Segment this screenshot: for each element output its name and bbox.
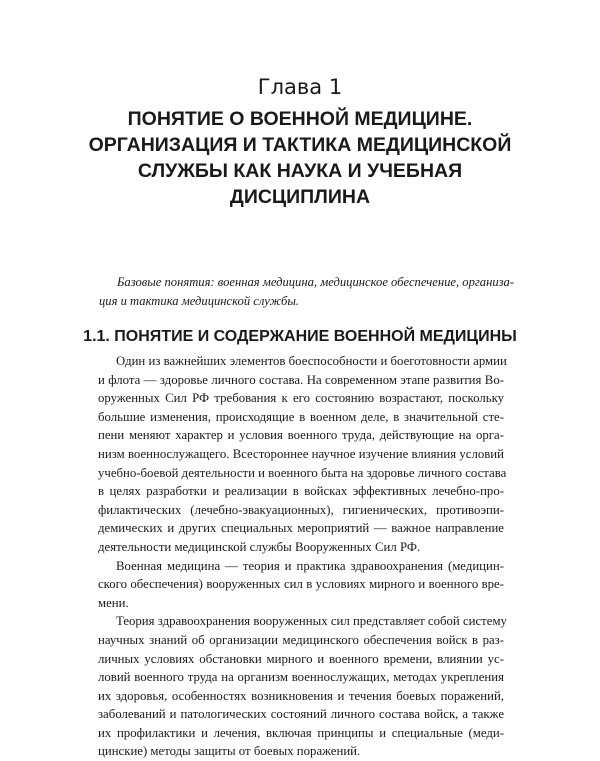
paragraph-line: их профилактики и лечения, включая принципы и специальные (меди- xyxy=(98,725,504,740)
paragraph-line: ского обеспечения) вооруженных сил в условиях мирного и военного вре- xyxy=(98,577,504,592)
paragraph-line: низм военнослужащего. Всестороннее научное изучение влияния условий xyxy=(98,446,504,461)
paragraph-line: филактических (лечебно-эвакуационных), гигиенических, противоэпи- xyxy=(98,502,504,517)
basic-concepts-label: Базовые понятия xyxy=(117,275,211,289)
paragraph-line: учебно-боевой деятельности и военного быта на здоровье личного состава xyxy=(98,465,507,480)
paragraph-line: пени меняют характер и условия военного труда, действующие на орга- xyxy=(98,428,504,443)
chapter-title xyxy=(60,106,540,210)
paragraph-line: цинские) методы защиты от боевых поражений. xyxy=(98,744,361,759)
chapter-label: Глава 1 xyxy=(257,75,343,99)
basic-concepts xyxy=(99,273,515,311)
paragraph-line: в целях разработки и реализации в войсках эффективных лечебно-про- xyxy=(98,484,504,499)
paragraph-line: Один из важнейших элементов боеспособности и боеготовности армии xyxy=(116,354,507,368)
paragraph-line: научных знаний об организации медицинского обеспечения войск в раз- xyxy=(98,632,504,647)
body-text xyxy=(98,352,507,761)
paragraph-line: ловий военного труда на организм военнослужащих, методах укрепления xyxy=(98,670,504,685)
paragraph-line: Теория здравоохранения вооруженных сил представляет собой систему xyxy=(116,614,507,629)
paragraph-line: мени. xyxy=(98,595,129,610)
paragraph-line: заболеваний и патологических состояний личного состава войск, а также xyxy=(98,707,504,722)
basic-concepts-line: ция и тактика медицинской службы. xyxy=(99,294,300,308)
paragraph-line: деятельности медицинской службы Вооруженных Сил РФ. xyxy=(98,539,421,554)
paragraph-line: личных условиях обстановки мирного и военного времени, влиянии ус- xyxy=(98,651,504,666)
paragraph-line: оруженных Сил РФ требования к его состоянию возрастают, поскольку xyxy=(98,391,504,406)
paragraph-line: Военная медицина — теория и практика здравоохранения (медицин- xyxy=(116,558,504,573)
chapter-title-line: ДИСЦИПЛИНА xyxy=(229,186,371,208)
paragraph-line: их здоровья, особенностях возникновения и течения боевых поражений, xyxy=(98,688,504,703)
basic-concepts-line xyxy=(99,273,515,292)
section-title: 1.1. ПОНЯТИЕ И СОДЕРЖАНИЕ ВОЕННОЙ МЕДИЦИНЫ xyxy=(83,328,517,345)
chapter-title-line: СЛУЖБЫ КАК НАУКА И УЧЕБНАЯ xyxy=(137,160,463,182)
paragraph-line: и флота — здоровье личного состава. На современном этапе развития Во- xyxy=(98,372,504,387)
paragraph-line: демических и других специальных мероприятий — важное направление xyxy=(98,521,504,536)
chapter-title-line: ОРГАНИЗАЦИЯ И ТАКТИКА МЕДИЦИНСКОЙ xyxy=(88,134,512,156)
chapter-title-line: ПОНЯТИЕ О ВОЕННОЙ МЕДИЦИНЕ. xyxy=(127,108,473,130)
paragraph-line: большие изменения, происходящие в военном деле, в значительной сте- xyxy=(98,409,504,424)
basic-concepts-text: : военная медицина, медицинское обеспечение, организа- xyxy=(210,275,515,289)
